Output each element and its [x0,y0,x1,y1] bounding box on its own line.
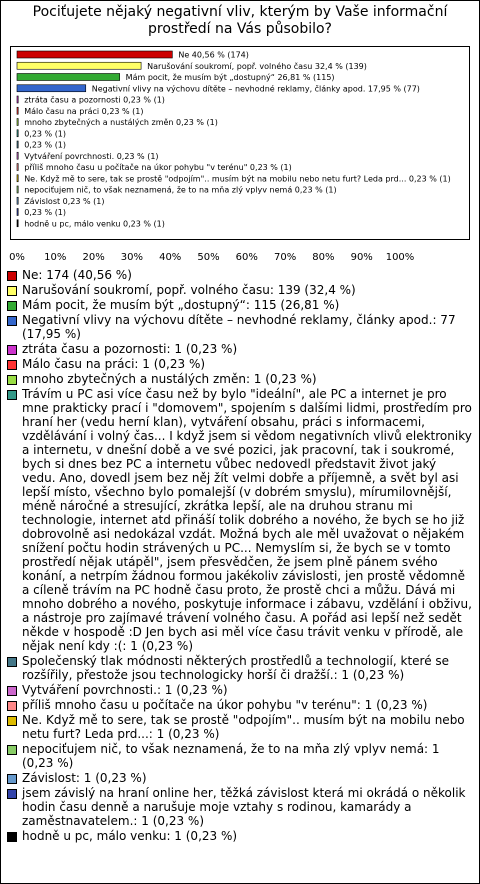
legend-swatch [7,360,17,370]
legend-item [7,829,473,843]
bar-label: hodně u pc, málo venku 0,23 % (1) [24,219,165,229]
bar [17,209,18,216]
legend-swatch [7,316,17,326]
x-tick-label: 30% [120,252,144,263]
bar-label: Narušování soukromí, popř. volného času 32,4 % (139) [147,61,367,71]
legend-item [7,742,473,770]
legend-label: Závislost: 1 (0,23 %) [22,771,147,785]
x-tick-label: 0% [9,252,25,263]
legend-swatch [7,774,17,784]
bar [17,175,18,182]
legend-label: Trávím u PC asi více času než by bylo "ideální", ale PC a internet je pro mne prakticky prací i "domovem", spojením s dalšími lidmi, prostředím pro hraní her (vedu herní klan), vytváření obsahu, práci s informacemi, vzdělávání i volný čas... I když jsem si vědom negativních vlivů elektroniky a internetu, v dnešní době a ve své pozici, jak pracovní, tak i soukromé, bych si dnes bez PC a internetu vůbec nedovedl představit život jaký vedu. Ano, dovedl jsem bez něj žít velmi dobře a příjemně, a svět byl asi lepší místo, všechno bylo pomalejší (v dobrém smyslu), mírumilovnější, méně náročné a stresující, zkrátka lepší, ale na druhou stranu mi technologie, internet atd přináší tolik dobrého a nového, že bych se ho již dobrovolně asi nedokázal vzdát. Možná bych ale měl uvažovat o nějakém snížení počtu hodin strávených u PC... Nemyslím si, že bych se v tomto prostředí nějak utápěl", jsem přesvědčen, že jsem plně pánem svého konání, a netrpím žádnou formou jakékoliv závislosti, jen prostě vědomně a cíleně trávím na PC hodně času proto, že prostě chci a můžu. Dává mi mnoho dobrého a nového, poskytuje informace i zábavu, vzdělání i obživu, a nástroje pro zajímavé trávení volného času. A pořád asi lepší než sedět někde v hospodě :D Jen bych asi měl více času trávit venku v přírodě, ale nějak není kdy :(: 1 (0,23 %) [22,387,472,653]
legend-item [7,786,473,828]
legend-label: Ne. Když mě to sere, tak se prostě "odpojím".. musím být na mobilu nebo netu furt? Leda prd...: 1 (0,23 %) [22,713,465,741]
legend-swatch [7,390,17,400]
x-tick-label: 20% [82,252,105,263]
bar [17,186,18,193]
legend [7,268,473,844]
legend-swatch [7,657,17,667]
legend-swatch [7,286,17,296]
legend-item [7,283,473,297]
legend-swatch [7,345,17,355]
legend-label: příliš mnoho času u počítače na úkor pohybu "v terénu": 1 (0,23 %) [22,698,428,712]
bar [17,107,18,114]
legend-item [7,372,473,386]
legend-swatch [7,701,17,711]
legend-item [7,342,473,356]
legend-swatch [7,789,17,799]
bar-label: Negativní vlivy na výchovu dítěte – nevhodné reklamy, články apod. 17,95 % (77) [91,84,420,94]
legend-label: Vytváření povrchnosti.: 1 (0,23 %) [22,683,228,697]
legend-item [7,357,473,371]
bar [17,74,120,81]
legend-label: hodně u pc, málo venku: 1 (0,23 %) [22,829,238,843]
legend-label: jsem závislý na hraní online her, těžká závislost která mi okrádá o několik hodin času denně a narušuje moje vztahy s rodinou, kamarády a zaměstnavatelem.: 1 (0,23 %) [22,786,466,828]
bar-label: Ne. Když mě to sere, tak se prostě "odpojím".. musím být na mobilu nebo netu furt? Leda prd... 0,23 % (1) [24,174,451,184]
legend-swatch [7,716,17,726]
bar-chart [0,0,480,268]
x-tick-label: 50% [197,252,220,263]
legend-label: nepociťujem nič, to však neznamená, že to na mňa zlý vplyv nemá: 1 (0,23 %) [22,742,440,770]
chart-title: Pociťujete nějaký negativní vliv, kterým by Vaše informační prostředí na Vás působilo? [32,4,448,37]
bar [17,96,18,103]
legend-label: Společenský tlak módnosti některých prostředlů a technologií, které se rozšířily, přestože jsou technologicky horší či dražší.: 1 (0,23 %) [22,654,450,682]
legend-swatch [7,301,17,311]
bar-label: příliš mnoho času u počítače na úkor pohybu "v terénu" 0,23 % (1) [24,163,292,172]
bar-label: 0,23 % (1) [24,208,67,217]
bar [17,62,141,69]
legend-swatch [7,686,17,696]
bar [17,119,18,126]
x-tick-label: 40% [159,252,182,263]
bar-label: nepociťujem nič, to však neznamená, že to na mňa zlý vplyv nemá 0,23 % (1) [24,185,337,195]
bar [17,152,18,159]
x-tick-label: 60% [235,252,258,263]
bar [17,220,18,227]
legend-label: mnoho zbytečných a nustálých změn: 1 (0,23 %) [22,372,317,386]
bar-label: Závislost 0,23 % (1) [24,196,105,206]
legend-label: Narušování soukromí, popř. volného času: 139 (32,4 %) [22,283,356,297]
legend-label: Málo času na práci: 1 (0,23 %) [22,357,206,371]
x-tick-label: 90% [350,252,373,263]
bar [17,51,172,58]
bar-label: mnoho zbytečných a nustálých změn 0,23 % (1) [24,118,218,127]
x-tick-label: 70% [273,252,297,263]
legend-item [7,268,473,282]
legend-item [7,313,473,341]
legend-swatch [7,745,17,755]
legend-item [7,298,473,312]
legend-item [7,387,473,653]
bar-label: ztráta času a pozornosti 0,23 % (1) [24,95,165,105]
bar [17,164,18,171]
legend-swatch [7,832,17,842]
legend-label: Negativní vlivy na výchovu dítěte – nevhodné reklamy, články apod.: 77 (17,95 %) [22,313,456,341]
legend-label: Ne: 174 (40,56 %) [22,268,132,282]
legend-item [7,654,473,682]
legend-item [7,713,473,741]
legend-item [7,698,473,712]
bar [17,85,86,92]
x-tick-label: 10% [44,252,67,263]
x-tick-label: 100% [385,252,415,263]
bar [17,141,18,148]
bar [17,197,18,204]
bar-label: 0,23 % (1) [24,140,67,150]
bar [17,130,18,137]
legend-swatch [7,271,17,281]
bar-label: Málo času na práci 0,23 % (1) [24,106,144,116]
legend-item [7,683,473,697]
legend-label: Mám pocit, že musím být „dostupný“: 115 (26,81 %) [22,298,340,312]
bar-label: Vytváření povrchnosti. 0,23 % (1) [24,151,159,161]
bar-label: 0,23 % (1) [24,129,67,139]
bar-label: Ne 40,56 % (174) [178,50,249,60]
legend-label: ztráta času a pozornosti: 1 (0,23 %) [22,342,238,356]
legend-swatch [7,375,17,385]
legend-item [7,771,473,785]
bar-label: Mám pocit, že musím být „dostupný“ 26,81 % (115) [125,73,335,82]
x-tick-label: 80% [312,252,335,263]
